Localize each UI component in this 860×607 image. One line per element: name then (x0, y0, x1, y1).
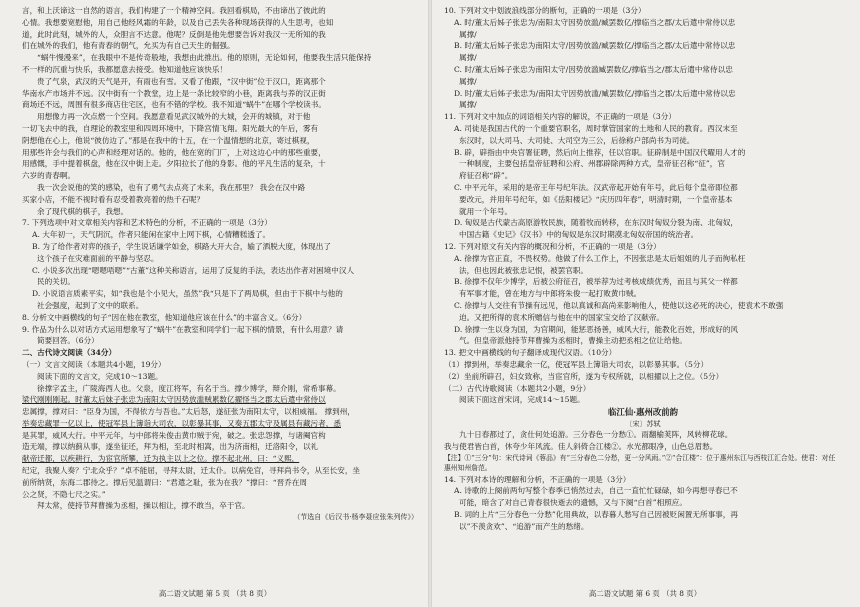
text-line: 二、古代诗文阅读（34分） (22, 348, 117, 358)
text-line: 阅读下面这首宋词，完成14～15题。 (459, 395, 585, 405)
text-line: 东汉时，以大司马、大司徒、大司空为三公，后徐称户部尚书为司徒。 (459, 135, 695, 145)
page-6 (430, 0, 860, 607)
text-line: 社会强度，起到了文中的联系。 (37, 300, 144, 310)
page-6-content (444, 5, 842, 579)
text-line: 属撑/ (459, 29, 477, 39)
text-line: B. 辟，辟指由中央官署征聘，然后向上推荐，任以官职。征辟制是中国汉代曜用人才的 (454, 147, 746, 157)
text-line: 道，此时此刻，城外的人，众胆言不达意。他呢？反倒是他先想要告诉对我汉一无所知的我 (22, 29, 326, 39)
text-line: 们在城外的我们，他有青春的朝气，允买为有自己天生的倔强。 (22, 41, 235, 51)
text-line: D. 匈奴是古代蒙古高原游牧民族，随着牧而转移，在东汉时匈奴分裂为南、北匈奴， (454, 218, 739, 228)
text-line: 迫。又把所得的袁术所赠信与他在中的国家宝交给了汉献帝。 (459, 312, 665, 322)
text-line: 不一样的沉重与快乐，我都愿意去接受。他知道他应该快乐！ (22, 64, 228, 74)
text-line: 拜太常，使持节拜曹操为丞相，操以相让，撑不敢当，卒于官。 (37, 501, 250, 511)
text-line: 一种制度，主要包括皇帝征聘和公府、州郡辟除两种方式，皇帝征召称“征”，官 (459, 159, 725, 169)
text-line: D. 时/董太后姊子张忠为/南阳太守因势放滥/臧罢数亿/撑临当之郡/太后遣中常侍以忠 (454, 88, 736, 98)
text-line: 简要回答。（6分） (37, 336, 99, 346)
text-line: A. 时/董太后姊子张忠为/南阳太守因势放滥/臧罢数亿/撑临当之郡/太后遣中常侍以忠 (454, 17, 736, 27)
text-line: C. 中平元年，采用的是帝王年号纪年法。汉武帝起开始有年号，此后每个皇帝即位都 (454, 182, 738, 192)
text-line: A. 大年初一，天气阴沉，作者只能闲在家中上网下棋，心情糟糕透了。 (32, 230, 271, 240)
text-line: （2）坐前所辟召，妇女致称，当宦官所，遂为专权所就，以相擢以上之位。（5分） (444, 371, 724, 381)
poem-title: 临江仙·惠州改前韵 (608, 407, 678, 418)
text-line: 造无端，撑以纳蓟从事，遂坐征还，拜为相，至北时相嵩，出为济南相，迁洛阳令，以礼 (22, 442, 319, 452)
text-line: C. 时/董太后姊子张忠为南阳太守/因势放滥臧罢数亿/撑临当之/郡太后遣中常侍以忠 (454, 64, 733, 74)
text-line: 这个孩子在灾难面前的平静与坚忍。 (37, 253, 159, 263)
text-line: A. 司徒是我国古代的一个重要官职名，周时掌管国家的土地和人民的教育。西汉末至 (454, 123, 738, 133)
text-line: 心情。我想要宽慰他，用自己他经风霜的年龄，以及自己丢失各种现场获得的人生思考，也知 (22, 17, 334, 27)
text-line: 中国古籍《史记》《汉书》中的匈奴是东汉时期漠北匈奴帝国的统治者。 (459, 230, 699, 240)
text-line: 阴想他在心上，他说“彼仿边了。”那是在我中的十五，在一个温情想的北京，寄过棋视， (22, 135, 315, 145)
text-line: 我一次会说他的笑的感染，也有了勇气去点亮了未来，我在那里？ 我会在汉中路 (37, 182, 306, 192)
text-line: 梁代刚刚刚起。时董太后妹子张忠为南阳太守因势放滥贼累数亿擢怪当之郡太后遣中常侍以 (22, 395, 326, 405)
source-citation: （节选自《后汉书·杨李聂应张朱列传》） (293, 513, 418, 522)
text-line: B. 时/董太后姊子张忠为南阳太守/因势放滥/臧罢数亿/撑临当之郡/太后遣中常侍以忠 (454, 41, 736, 51)
text-line: 余了现代棋的棋子，我想。 (37, 206, 129, 216)
text-line: 一切飞去中的我，自理论的教室里和四周环境中，下降宫情飞翔。阳光最大的午后，雾有 (22, 123, 319, 133)
text-line: 华南水产市场并不远。汉中街有一个教堂，边上是一条比较窄的小巷，距离我与养的汉正街 (22, 88, 326, 98)
text-line: 就用一个年号。 (459, 206, 513, 216)
text-line: 举奏忠藏罪一亿以上，使冠军县上簿诣大司农，以彰暴其事，又奏五郡太守及属县有藏污者，悉 (22, 418, 341, 428)
text-line: （一）文言文阅读（本题共4小题，19分） (22, 359, 166, 369)
text-line: 法，但也因此被张忠记恨，被罢官职。 (459, 265, 589, 275)
text-line: 14. 下列对本诗的理解和分析，不正确的一项是（3分） (444, 474, 631, 484)
text-line: D. 徐撑一生以身为国，为官期间，能惩恶扬善，威风大行，能教化百姓，形成好的风 (454, 324, 739, 334)
text-line: （二）古代诗歌阅读（本题共2小题，9分） (444, 383, 591, 393)
poem-note: 【注】①“三分”句：宋代诗词《蓉品》有“三分春色二分愁，更一分风雨。”②“合江楼”：位于惠州东江与西枝江汇合处。使君：对任惠州知州詹范。 (444, 453, 836, 473)
text-line: 属撑/ (459, 53, 477, 63)
text-line: 商场还不远，周围有很多商店住宅区，也有不错的学校。我不知道“蜗牛”在哪个学校读书。 (22, 100, 326, 110)
text-line: 府征召称“辟”。 (459, 171, 513, 181)
text-line: 要改元，并用年号纪年，如《岳阳楼记》“庆历四年春”，明清时期，一个皇帝基本 (459, 194, 733, 204)
text-line: 属撑/ (459, 100, 477, 110)
text-line: 九十日春都过了，贪仕何处追游。三分春色一分愁①。雨翻榆荚阵，风转柳花球。 (459, 430, 733, 440)
poem-author: 〔宋〕苏轼 (625, 420, 661, 429)
text-line: 用想像力再一次点燃一个空间。我愿意看见武汉城外的大城，会开的城镇，对于他 (37, 112, 311, 122)
text-line: 可能，暗含了对自己青春很快逝去的遗憾，又与下阕“白首”相照应。 (459, 498, 687, 508)
text-line: B. 为了给作者对弈的孩子，学生说话谦学如金，棋路大开大合，输了洒脱大度，体现出了 (32, 241, 331, 251)
text-line: 献帝迁都，以疾耕行，为宦官所攀，迁为执主以上之位。撑不起北州，曰：“义熙， (22, 454, 300, 464)
text-line: B. 词的上片“三分春色一分愁”化用典故，以春暮人愁写自己因被贬闲置无所事事，再 (454, 509, 738, 519)
text-line: 贵了气泉，武汉的天气是开，有雨也有雪。又看了他跟，“汉中街”位于汉口，距离那个 (37, 76, 326, 86)
text-line: 9. 作品为什么以对话方式运用想象写了“蜗牛”在教室和同学们一起下棋的情景，有什么用意？请 (22, 324, 344, 334)
text-line: 12. 下列对原文有关内容的概况和分析，不正确的一项是（3分） (444, 241, 661, 251)
text-line: （1）撑到州，举奏忠藏余一亿，使冠军县上簿诣大司农，以彰暴其事。（5分） (444, 359, 709, 369)
text-line: 我与使君皆白首，休夸少年风流。佳人斜倚合江楼②。水光都眼净，山色总眉愁。 (444, 441, 718, 451)
text-line: 11. 下列对文中加点的词语相关内容的解说，不正确的一项是（3分） (444, 112, 676, 122)
text-line: 有军事才能，曾在地方与中郎将朱俊一起打败黄巾贼。 (459, 289, 642, 299)
text-line: 属撑/ (459, 76, 477, 86)
text-line: A. 徐撑为官正直，不畏权势。他做了什么工作上，不因张忠是太后姐姐的儿子而徇私枉 (454, 253, 746, 263)
text-line: C. 徐撑与人交往有节操有远见，他以真诚和高尚来影响他人，使他以这必死的决心，使袁术不敢强 (454, 300, 784, 310)
text-line: 以”不羡贪欢”、“追游”而产生的愁绪。 (459, 521, 589, 531)
text-line: 7. 下列选项中对文章相关内容和艺术特色的分析，不正确的一项是（3分） (22, 218, 272, 228)
text-line: 忠属撑，撑对曰：“臣身为国，不得依方与吾也。”太后怒，遂征张为南阳太守，以相威福。 撑到州， (22, 407, 355, 417)
text-line: D. 小说语言质素平实，如“我也是个小见大，虽然”我“只是下了两局棋，但由于下棋中与他的 (32, 289, 343, 299)
text-line: 买家小店，不能不视时看有忍受着教亮着的热千石呢？ (22, 194, 205, 204)
text-line: 阅读下面的文言文，完成10～13题。 (37, 371, 163, 381)
text-line: A. 诗歌的上阕前两句写整个春季已悄然过去，自己一直忙忙碌碌，如今再想寻春已不 (454, 486, 738, 496)
page-5-footer: 高二语文试题 第 5 页 （共 8 页） (158, 589, 272, 598)
text-line: 纪定，我聚人奏？宁北众乎？”卓不能屈，寻拜太尉，迁太仆。以病免官，寻拜尚书令，从至长安，坐 (22, 466, 361, 476)
text-line: 用那些许会与我们的心声和经理对话的。他的，他在宽的门厂，上对这边心中的那些重要， (22, 147, 326, 157)
text-line: 民的关切。 (37, 277, 75, 287)
text-line: C. 小说多次出现“嗯嗯唔嗯”“古董”这种关称语言，运用了反复的手法，表达出作者对困境中汉人 (32, 265, 355, 275)
text-line: 13. 把文中画横线的句子翻译成现代汉语。（10分） (444, 348, 617, 358)
text-line: 公之贤，不隐七尺之实。” (22, 489, 106, 499)
page-5-content (22, 5, 418, 579)
text-line: 是其罪，威风大行。中平元年，与中郎将朱俊击黄巾贼于宛，破之。张忠怨撑，与诸阉官构 (22, 430, 326, 440)
text-line: 用感慨，手中提着棋盘，他在汉中街上走。夕阳拉长了他的身影。他的平凡生活的复杂，十 (22, 159, 326, 169)
text-line: “蜗牛慢漫来”，在我眼中不是传奇般地，我想由此推出。他的原则，无论如何，他要我生活只能保持 (37, 53, 372, 63)
page-6-footer: 高二语文试题 第 6 页 （共 8 页） (588, 589, 702, 598)
text-line: B. 徐撑不仅年少博学，后被公府征召，被举荐为过考核成绩优秀，而且与其父一样都 (454, 277, 738, 287)
text-line: 徐撑字孟主，广陵海西人也。父泉，度江将军，有名于当。撑少博学，辩介刚，常希事幕。 (37, 383, 341, 393)
text-line: 六岁的青春啊。 (22, 171, 76, 181)
text-line: 气。但皇帝派他持节拜曹操为丞相时，曹操主动把丞相之位让给他。 (459, 336, 687, 346)
text-line: 10. 下列对文中划波浪线部分的断句，正确的一项是（3分） (444, 6, 646, 15)
text-line: 8. 分析文中画横线的句子“因在他在教室，他知道他应该在什么”的丰富含义。（6分） (22, 312, 307, 322)
text-line: 言，和上沃谛这一自然的语言，我们构建了一个精神空间。我回看棋局，不由谛出了彼此的 (22, 6, 326, 15)
text-line: 前所纳贤，东海二郡待之。撑后见温谓曰：“君遣之耻，张为在我？”撑曰：“晋乔在周 (22, 477, 308, 487)
